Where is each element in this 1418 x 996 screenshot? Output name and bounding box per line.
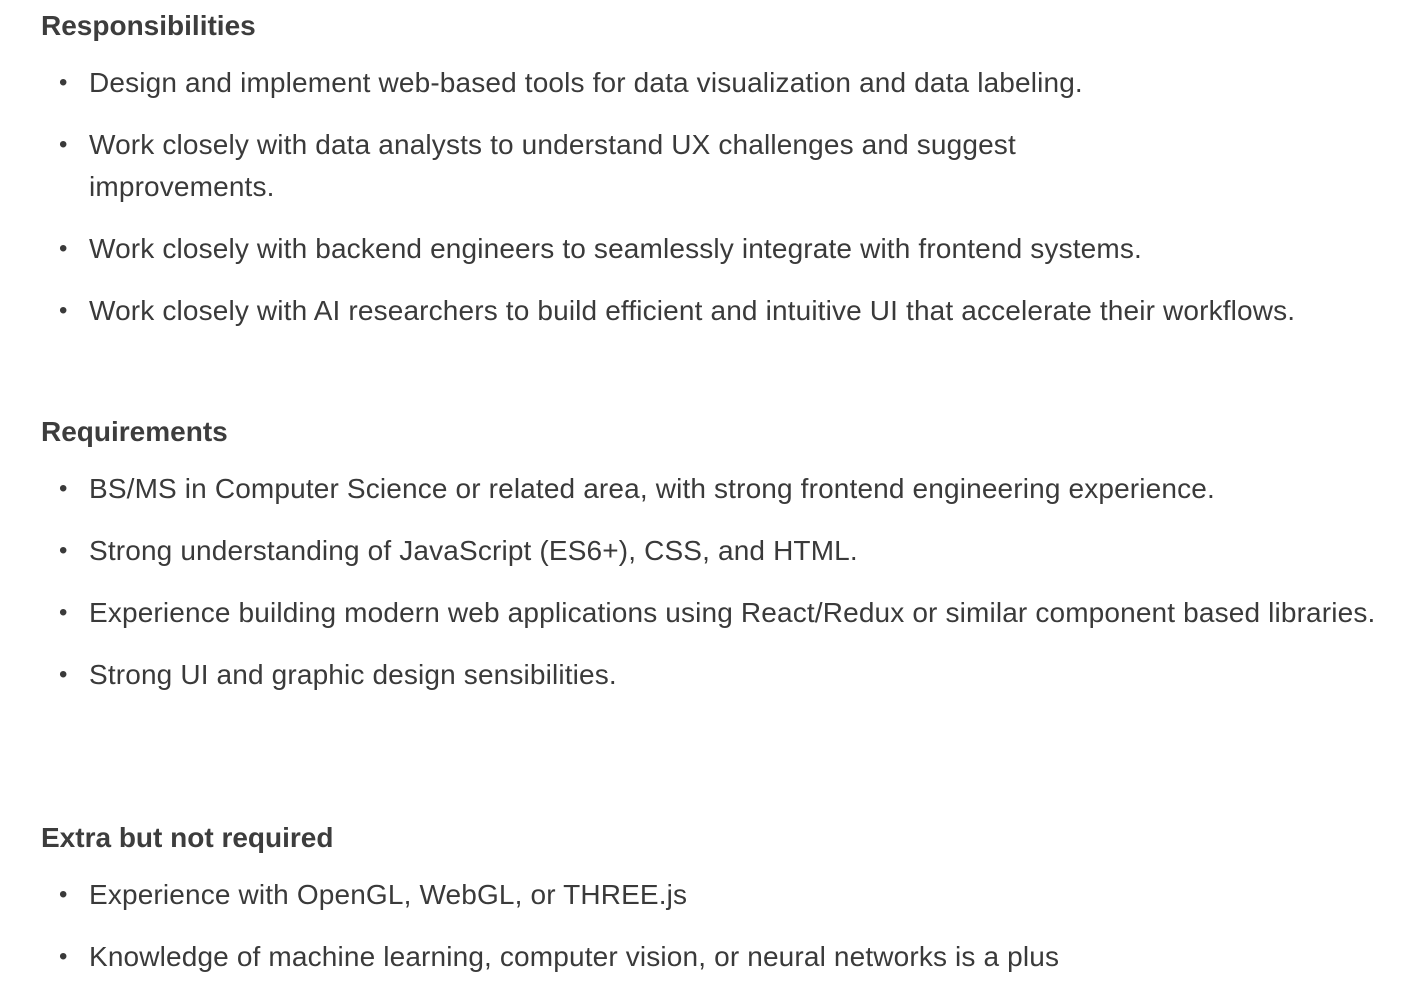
list-item-text: BS/MS in Computer Science or related area, with strong frontend engineering experience.	[89, 473, 1215, 504]
list-item	[41, 124, 1381, 208]
section-heading-requirements: Requirements	[41, 416, 228, 447]
bullet-icon: •	[59, 599, 68, 626]
list-item	[41, 290, 1381, 332]
bullet-icon: •	[59, 475, 68, 502]
list-item-text: Experience with OpenGL, WebGL, or THREE.js	[89, 879, 688, 910]
responsibilities-list	[41, 62, 1381, 332]
section-heading-extra: Extra but not required	[41, 822, 334, 853]
section-heading-responsibilities: Responsibilities	[41, 10, 256, 41]
bullet-icon: •	[59, 297, 68, 324]
list-item	[41, 468, 1381, 510]
bullet-icon: •	[59, 537, 68, 564]
list-item-text: Work closely with AI researchers to build efficient and intuitive UI that accelerate their workflows.	[89, 295, 1296, 326]
list-item-text: Experience building modern web applications using React/Redux or similar component based libraries.	[89, 597, 1376, 628]
list-item	[41, 654, 1381, 696]
list-item-text: Strong UI and graphic design sensibilities.	[89, 659, 617, 690]
bullet-icon: •	[59, 661, 68, 688]
list-item-text: Knowledge of machine learning, computer vision, or neural networks is a plus	[89, 941, 1060, 972]
list-item	[41, 62, 1381, 104]
list-item	[41, 874, 1381, 916]
list-item	[41, 592, 1381, 634]
list-item	[41, 530, 1381, 572]
bullet-icon: •	[59, 943, 68, 970]
list-item-text: Work closely with data analysts to understand UX challenges and suggest improvements.	[89, 129, 1016, 202]
requirements-list	[41, 468, 1381, 696]
list-item-text: Work closely with backend engineers to seamlessly integrate with frontend systems.	[89, 233, 1142, 264]
bullet-icon: •	[59, 131, 68, 158]
list-item	[41, 936, 1381, 978]
bullet-icon: •	[59, 881, 68, 908]
list-item-text: Strong understanding of JavaScript (ES6+), CSS, and HTML.	[89, 535, 858, 566]
bullet-icon: •	[59, 235, 68, 262]
bullet-icon: •	[59, 69, 68, 96]
extra-list	[41, 874, 1381, 978]
list-item	[41, 228, 1381, 270]
list-item-text: Design and implement web-based tools for data visualization and data labeling.	[89, 67, 1083, 98]
